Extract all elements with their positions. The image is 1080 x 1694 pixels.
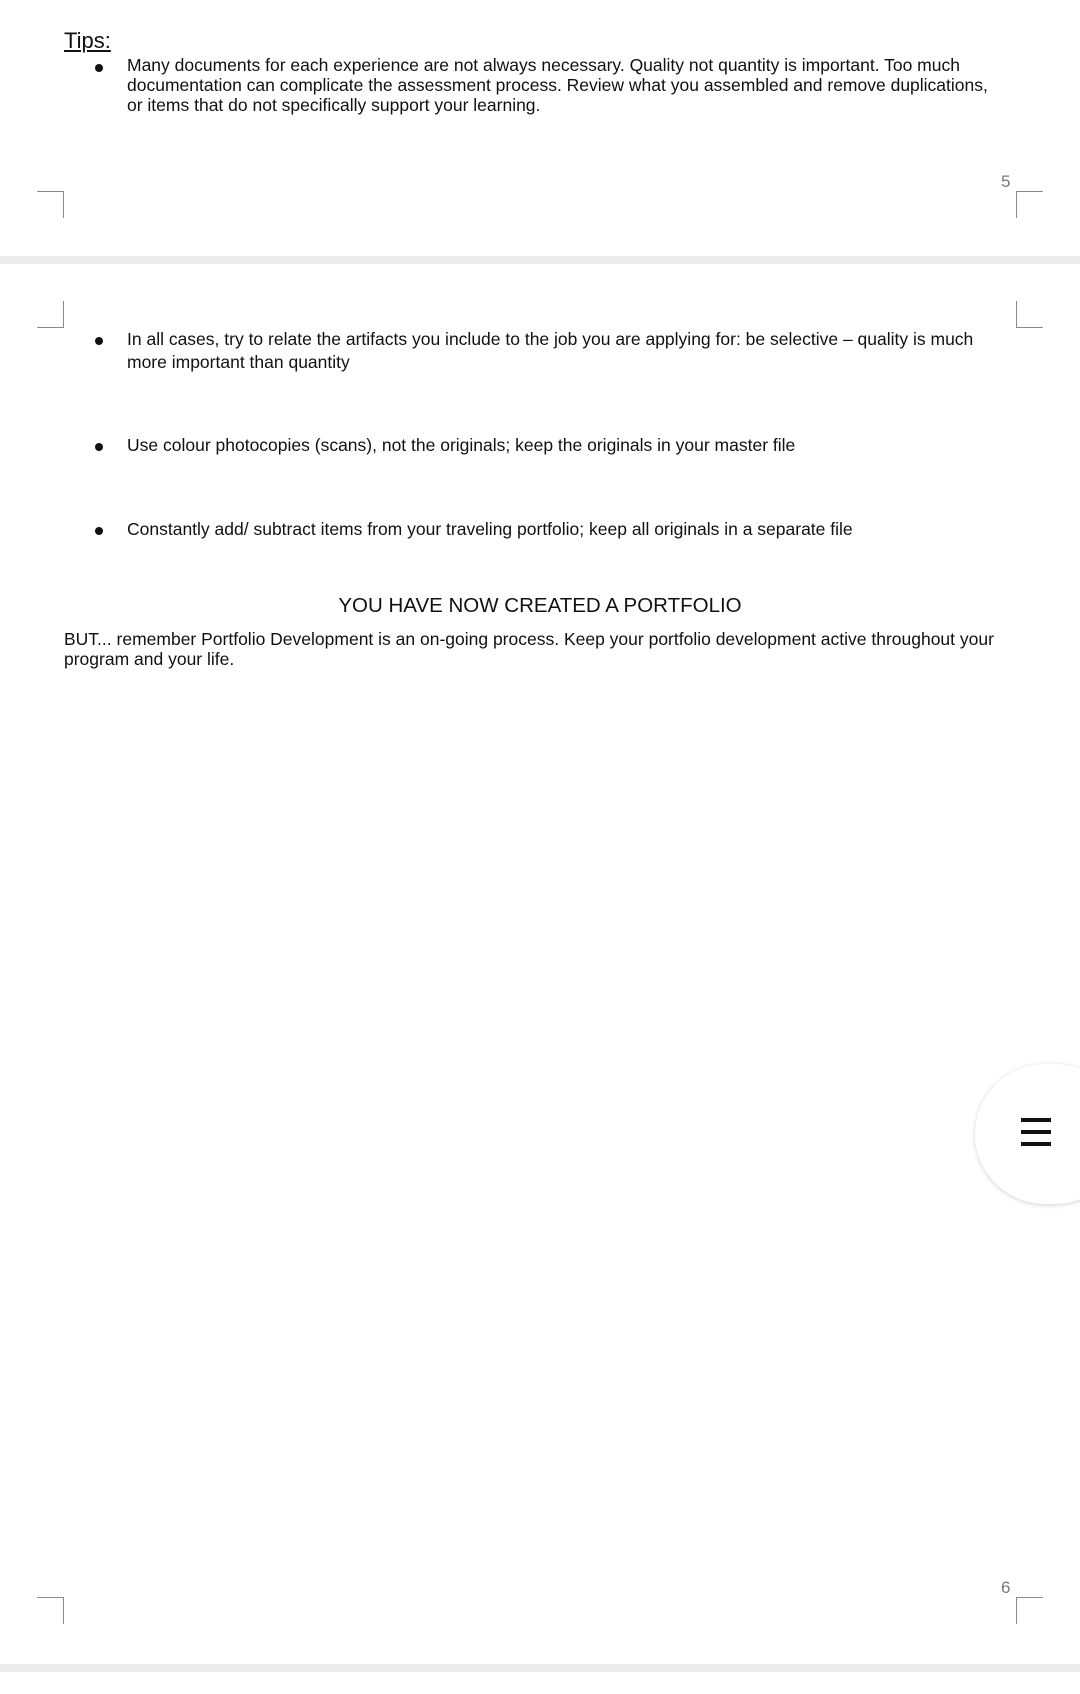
bullet-icon: [95, 64, 103, 72]
page-number: 6: [1001, 1578, 1011, 1597]
text-line: In all cases, try to relate the artifacts you include to the job you are applying for: be selective – quality is much: [127, 329, 974, 349]
text-line: Many documents for each experience are not always necessary. Quality not quantity is important. Too much: [127, 55, 960, 75]
text-line: documentation can complicate the assessment process. Review what you assembled and remove duplications,: [127, 75, 988, 95]
list-item-text: [127, 328, 1007, 374]
section-heading: YOU HAVE NOW CREATED A PORTFOLIO: [338, 594, 742, 617]
text-line: Constantly add/ subtract items from your traveling portfolio; keep all originals in a separate file: [127, 519, 853, 539]
list-item-text: [127, 55, 1007, 115]
page-separator: [0, 256, 1080, 264]
list-item-text: [127, 434, 1007, 457]
bullet-icon: [95, 443, 103, 451]
margin-corner-mark: [37, 1597, 64, 1624]
text-line: or items that do not specifically support your learning.: [127, 95, 541, 115]
margin-corner-mark: [1016, 1597, 1043, 1624]
tips-heading: Tips:: [64, 28, 111, 53]
margin-corner-mark: [37, 301, 64, 328]
text-line: BUT... remember Portfolio Development is an on-going process. Keep your portfolio development active throughout your: [64, 629, 994, 649]
page-separator: [0, 1664, 1080, 1672]
page-number: 5: [1001, 172, 1011, 191]
margin-corner-mark: [37, 191, 64, 218]
closing-paragraph: [64, 629, 1024, 669]
text-line: Use colour photocopies (scans), not the originals; keep the originals in your master file: [127, 435, 796, 455]
document-page-5: [0, 0, 1080, 256]
document-page-6: [0, 264, 1080, 1664]
text-line: more important than quantity: [127, 352, 350, 372]
margin-corner-mark: [1016, 301, 1043, 328]
bullet-icon: [95, 527, 103, 535]
list-item-text: [127, 518, 1007, 541]
text-line: program and your life.: [64, 649, 235, 669]
bullet-icon: [95, 337, 103, 345]
margin-corner-mark: [1016, 191, 1043, 218]
hamburger-menu-icon: [1021, 1116, 1051, 1148]
